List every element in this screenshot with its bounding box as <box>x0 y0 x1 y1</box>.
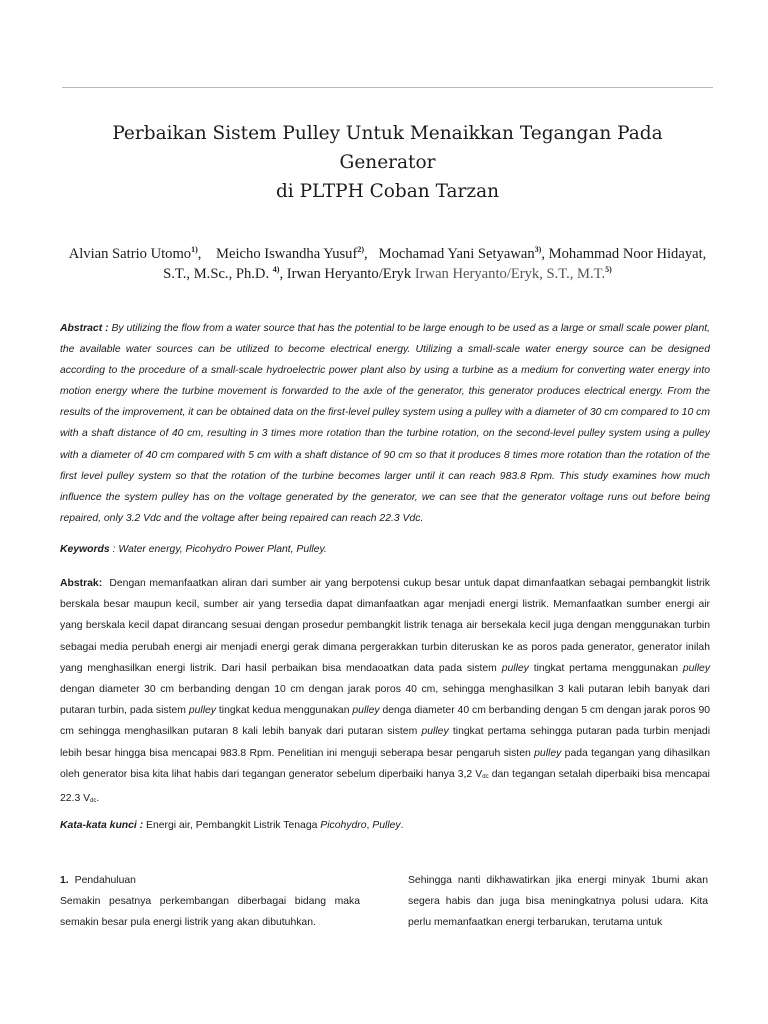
column-right <box>408 870 708 933</box>
abstract-label: Abstract : <box>60 323 109 334</box>
abstrak-label: Abstrak: <box>60 578 103 589</box>
author-4-affil: 4) <box>272 265 280 275</box>
title-line-3: di PLTPH Coban Tarzan <box>275 181 500 202</box>
author-5: Irwan Heryanto/Eryk <box>286 266 412 282</box>
abstrak-text-6: tingkat pertama sehingga putaran pada turbin menjadi lebih besar hingga bisa mencapai 983.8 Rpm. Penelitian ini menguji seberapa besar pengaruh sisten <box>60 726 711 759</box>
abstrak-term-pulley: pulley <box>534 747 562 759</box>
abstrak-text-3: dengan diameter 30 cm berbanding dengan 10 cm dengan jarak poros 40 cm, sehingga menghasilkan 3 kali putaran lebih banyak dari putaran turbin, pada sistem <box>60 684 710 717</box>
author-list: Alvian Satrio Utomo$^{1)}$, Meicho Iswandha Yusuf$^{2)}$, Mochamad Yani Setyawan$^{3)}$, Mohammad Noor Hidayat, S.T., M.Sc., Ph.D. $^{4)}$, Irwan Heryanto/Eryk Irwan Heryanto/Eryk, S.T., M.T.$^{5)}$ <box>68 245 707 282</box>
abstrak-text-2: tingkat pertama menggunakan <box>533 662 679 674</box>
header-rule <box>62 87 713 88</box>
abstrak-term-pulley: pulley <box>501 662 529 674</box>
section-title: Pendahuluan <box>74 875 136 886</box>
abstract-text: By utilizing the flow from a water source that has the potential to be large enough to be used as a large or small scale power plant, the available water sources can be utilized to become electrical energy. Utilizing a small-scale water energy source can be designed according to the procedure of a small-scale hydroelectric power plant also by using a turbine as a medium for converting water energy into motion energy where the turbine movement is forwarded to the axle of the generator, this generator produces electrical energy. From the results of the improvement, it can be obtained data on the first-level pulley system using a pulley with a diameter of 30 cm compared to 10 cm with a shaft distance of 40 cm, resulting in 3 times more rotation than the turbine rotation, on the second-level pulley system using a pulley with a diameter of 40 cm compared with 5 cm with a shaft distance of 90 cm so that it produces 8 times more rotation than the rotation of the first level pulley system so that the rotation of the turbine becomes larger until it can reach 983.8 Rpm. This study examines how much influence the system pulley has on the voltage generated by the generator, we can see that the generator voltage runs out before being repaired, only 3.2 Vdc and the voltage after being repaired can reach 22.3 Vdc. <box>60 323 710 524</box>
title-line-1: Perbaikan Sistem Pulley Untuk Menaikkan Tegangan Pada <box>112 123 663 144</box>
section-body-left: Semakin pesatnya perkembangan diberbagai bidang maka semakin besar pula energi listrik yang akan dibutuhkan. <box>60 896 360 928</box>
abstract-english <box>60 318 710 529</box>
keywords <box>60 541 710 559</box>
keywords-label: Keywords <box>60 544 110 555</box>
kata-kunci-end: . <box>400 820 404 831</box>
abstrak-text-7: pada tegangan yang dihasilkan oleh generator bisa kita lihat habis dari tegangan generator sebelum diperbaiki hanya 3,2 V <box>60 747 710 780</box>
abstrak-text-4: tingkat kedua menggunakan <box>218 705 350 717</box>
abstrak-text-8: dan tegangan setalah diperbaiki bisa mencapai 22.3 V <box>60 768 710 805</box>
author-3-affil: 3) <box>534 245 542 255</box>
section-body-right: Sehingga nanti dikhawatirkan jika energi minyak 1bumi akan segera habis dan juga bisa meningkatnya polusi udara. Kita perlu memanfaatkan energi terbarukan, terutama untuk <box>408 875 708 928</box>
author-1: Alvian Satrio Utomo <box>68 246 192 262</box>
author-5-affil: 5) <box>605 265 612 275</box>
author-2: Meicho Iswandha Yusuf <box>216 246 358 262</box>
author-1-affil: 1) <box>191 245 198 255</box>
abstrak-term-pulley: pulley <box>682 662 711 674</box>
kata-kunci-label: Kata-kata kunci : <box>60 820 144 831</box>
keywords-text: : Water energy, Picohydro Power Plant, Pulley. <box>112 544 327 555</box>
kata-kunci <box>60 817 710 835</box>
abstrak-text-1: Dengan memanfaatkan aliran dari sumber air yang berpotensi cukup besar untuk dapat dimanfaatkan sebagai pembangkit listrik berskala besar maupun kecil, sumber air yang tersedia dapat dimanfaatkan agar menjadi energi listrik. Memanfaatkan sumber energi air yang berskala kecil dapat dirancang sesuai dengan prosedur pembangkit listrik tenaga air bersekala kecil juga dengan menggunakan turbin sebagai media perubah energi air menjadi energi gerak dimana pergerakkan turbin diteruskan ke as poros pada generator, generator inilah yang menghasilkan energi listrik. Dari hasil perbaikan bisa mendaoatkan data pada sistem <box>60 578 710 674</box>
author-5-full: Irwan Heryanto/Eryk, S.T., M.T. <box>414 266 606 282</box>
section-heading <box>60 870 360 891</box>
abstrak-term-pulley: pulley <box>421 726 449 738</box>
abstract-indonesian <box>60 573 710 812</box>
column-left <box>60 870 360 933</box>
unit-subscript: dc <box>90 798 97 805</box>
kata-kunci-sep: , <box>366 820 370 831</box>
abstrak-text-9: . <box>96 793 100 805</box>
unit-subscript: dc <box>482 773 489 780</box>
abstrak-term-pulley: pulley <box>188 705 216 717</box>
author-3: Mochamad Yani Setyawan <box>378 246 535 262</box>
author-2-affil: 2) <box>357 245 365 255</box>
author-4: Mohammad Noor Hidayat, S.T., M.Sc., Ph.D. <box>163 246 707 282</box>
section-number: 1. <box>60 875 69 886</box>
kata-kunci-term: Pulley <box>372 820 401 831</box>
kata-kunci-term: Picohydro <box>320 820 367 831</box>
paper-title <box>62 119 713 206</box>
title-line-2: Generator <box>339 152 436 173</box>
abstrak-term-pulley: pulley <box>352 705 380 717</box>
abstrak-text-5: denga diameter 40 cm berbanding dengan 5 cm dengan jarak poros 90 cm sehingga menghasilkan putaran 8 kali lebih banyak dari putaran sistem <box>60 705 711 738</box>
kata-kunci-text-1: Energi air, Pembangkit Listrik Tenaga <box>146 820 318 831</box>
